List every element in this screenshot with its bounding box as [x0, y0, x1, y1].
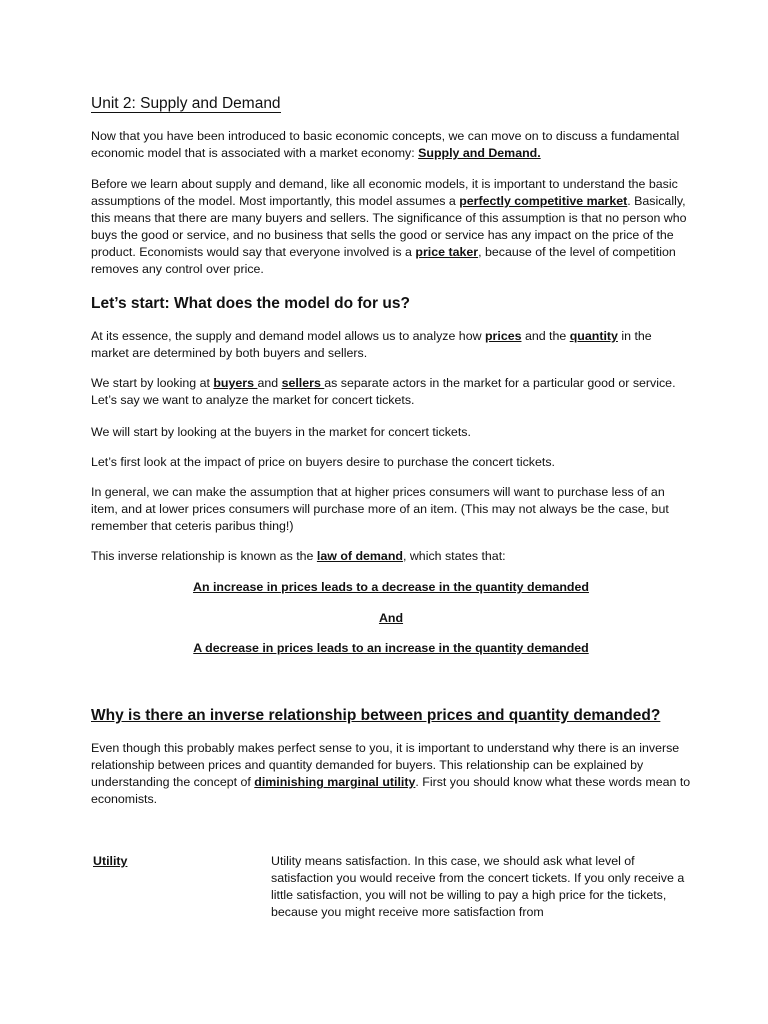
term-perfectly-competitive-market: perfectly competitive market — [459, 194, 628, 208]
law-p-text-b: , which states that: — [402, 549, 506, 563]
page-title-text: Unit 2: Supply and Demand — [91, 95, 281, 112]
model-paragraph-2 — [91, 375, 691, 409]
inverse-text-a: Even though this probably makes perfect sense to you, it is important to understand why there is an inverse relationship between prices and quantity demanded for buyers. This relationship can be explained by understanding the concept of — [91, 741, 680, 789]
term-law-of-demand: law of demand — [316, 549, 403, 563]
definition-text-utility: Utility means satisfaction. In this case, we should ask what level of satisfaction you would receive from the concert tickets. If you only receive a little satisfaction, you will not be willing to pay a high price for the tickets, because you might receive more satisfaction from — [271, 854, 685, 919]
term-prices: prices — [484, 329, 522, 343]
model-paragraph-3: We will start by looking at the buyers in the market for concert tickets. — [91, 425, 471, 439]
law-of-demand-paragraph — [91, 548, 691, 565]
section-heading-model: Let’s start: What does the model do for us? — [91, 295, 410, 312]
model-p2-text-a: We start by looking at — [91, 376, 214, 390]
intro-term: Supply and Demand. — [418, 146, 541, 160]
intro-text: Now that you have been introduced to basic economic concepts, we can move on to discuss a fundamental economic model that is associated with a market economy: — [91, 129, 680, 160]
model-p2-text-b: and — [257, 376, 282, 390]
definition-term-utility: Utility — [93, 854, 128, 868]
assumptions-text-1: Before we learn about supply and demand, like all economic models, it is important to understand the basic assumptions of the model. Most importantly, this model assumes a — [91, 177, 678, 208]
law-statement-2 — [91, 640, 691, 657]
model-p1-text-c: in the market are determined by both buyers and sellers. — [91, 329, 652, 360]
term-diminishing-marginal-utility: diminishing marginal utility — [254, 775, 416, 789]
model-paragraph-4: Let’s first look at the impact of price on buyers desire to purchase the concert tickets. — [91, 455, 555, 469]
law-and — [91, 610, 691, 627]
law-statement-2-text: A decrease in prices leads to an increase in the quantity demanded — [193, 641, 589, 655]
term-buyers: buyers — [213, 376, 258, 390]
model-paragraph-5: In general, we can make the assumption that at higher prices consumers will want to purchase less of an item, and at lower prices consumers will purchase more of an item. (This may not always be the case, but remember that ceteris paribus thing!) — [91, 485, 669, 533]
term-sellers: sellers — [281, 376, 325, 390]
intro-paragraph — [91, 128, 691, 162]
model-p2-text-c: as separate actors in the market for a particular good or service. Let’s say we want to analyze the market for concert tickets. — [91, 376, 676, 407]
model-p1-text-b: and the — [521, 329, 570, 343]
assumptions-paragraph — [91, 176, 691, 278]
page-title — [91, 94, 691, 114]
term-quantity: quantity — [569, 329, 618, 343]
section-heading-inverse: Why is there an inverse relationship between prices and quantity demanded? — [91, 707, 661, 724]
law-statement-1-text: An increase in prices leads to a decrease in the quantity demanded — [193, 580, 589, 594]
assumptions-text-2: . Basically, this means that there are many buyers and sellers. The significance of this assumption is that no person who buys the good or service, and no business that sells the good or service has any impact on the price of the product. Economists would say that everyone involved is a — [91, 194, 687, 259]
inverse-paragraph — [91, 740, 691, 808]
model-p1-text-a: At its essence, the supply and demand model allows us to analyze how — [91, 329, 485, 343]
assumptions-text-3: , because of the level of competition removes any control over price. — [91, 245, 676, 276]
law-p-text-a: This inverse relationship is known as the — [91, 549, 317, 563]
law-statement-1 — [91, 579, 691, 596]
law-and-text: And — [378, 611, 404, 625]
inverse-text-b: . First you should know what these words mean to economists. — [91, 775, 691, 806]
term-price-taker: price taker — [415, 245, 479, 259]
model-paragraph-1 — [91, 328, 691, 362]
